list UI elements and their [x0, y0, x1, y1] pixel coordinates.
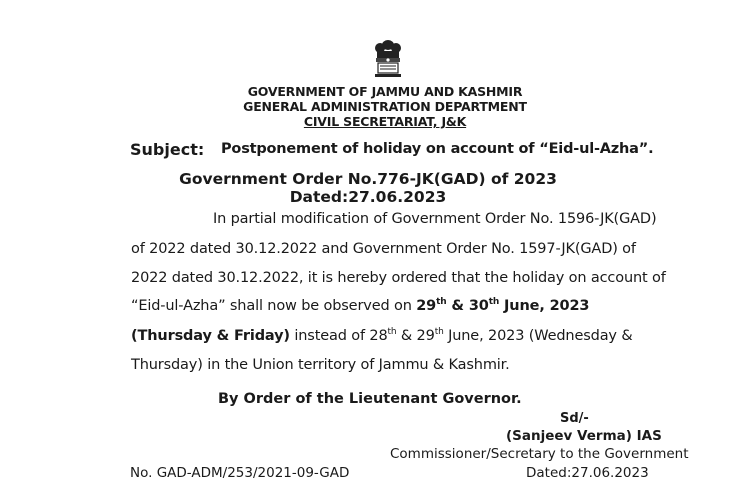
header-department: GENERAL ADMINISTRATION DEPARTMENT: [243, 99, 527, 114]
subject-label: Subject:: [130, 140, 205, 159]
holiday-days: (Thursday & Friday): [131, 328, 290, 344]
body-line: Thursday) in the Union territory of Jammu & Kashmir.: [131, 357, 510, 373]
signatory-designation: Commissioner/Secretary to the Government: [390, 446, 689, 462]
body-line: of 2022 dated 30.12.2022 and Government Order No. 1597-JK(GAD) of: [131, 241, 636, 257]
by-order-text: By Order of the Lieutenant Governor.: [218, 391, 522, 407]
reference-number: No. GAD-ADM/253/2021-09-GAD: [130, 465, 350, 481]
order-date: Dated:27.06.2023: [289, 188, 447, 206]
holiday-dates: 29th & 30th June, 2023: [416, 297, 590, 314]
body-line: (Thursday & Friday) instead of 28th & 29th June, 2023 (Wednesday &: [131, 327, 633, 344]
signature-mark: Sd/-: [560, 411, 589, 426]
national-emblem-icon: [368, 38, 408, 80]
signatory-name: (Sanjeev Verma) IAS: [506, 428, 662, 444]
order-title: Government Order No.776-JK(GAD) of 2023: [179, 170, 557, 188]
header-secretariat: CIVIL SECRETARIAT, J&K: [303, 114, 467, 129]
body-line: In partial modification of Government Order No. 1596-JK(GAD): [213, 211, 657, 227]
body-line: [131, 298, 589, 314]
body-line: 2022 dated 30.12.2022, it is hereby ordered that the holiday on account of: [131, 270, 666, 286]
subject-text: Postponement of holiday on account of “Eid-ul-Azha”.: [221, 141, 654, 157]
signature-date: Dated:27.06.2023: [526, 465, 649, 481]
header-government: GOVERNMENT OF JAMMU AND KASHMIR: [247, 84, 523, 99]
body-text: “Eid-ul-Azha” shall now be observed on: [131, 298, 417, 314]
